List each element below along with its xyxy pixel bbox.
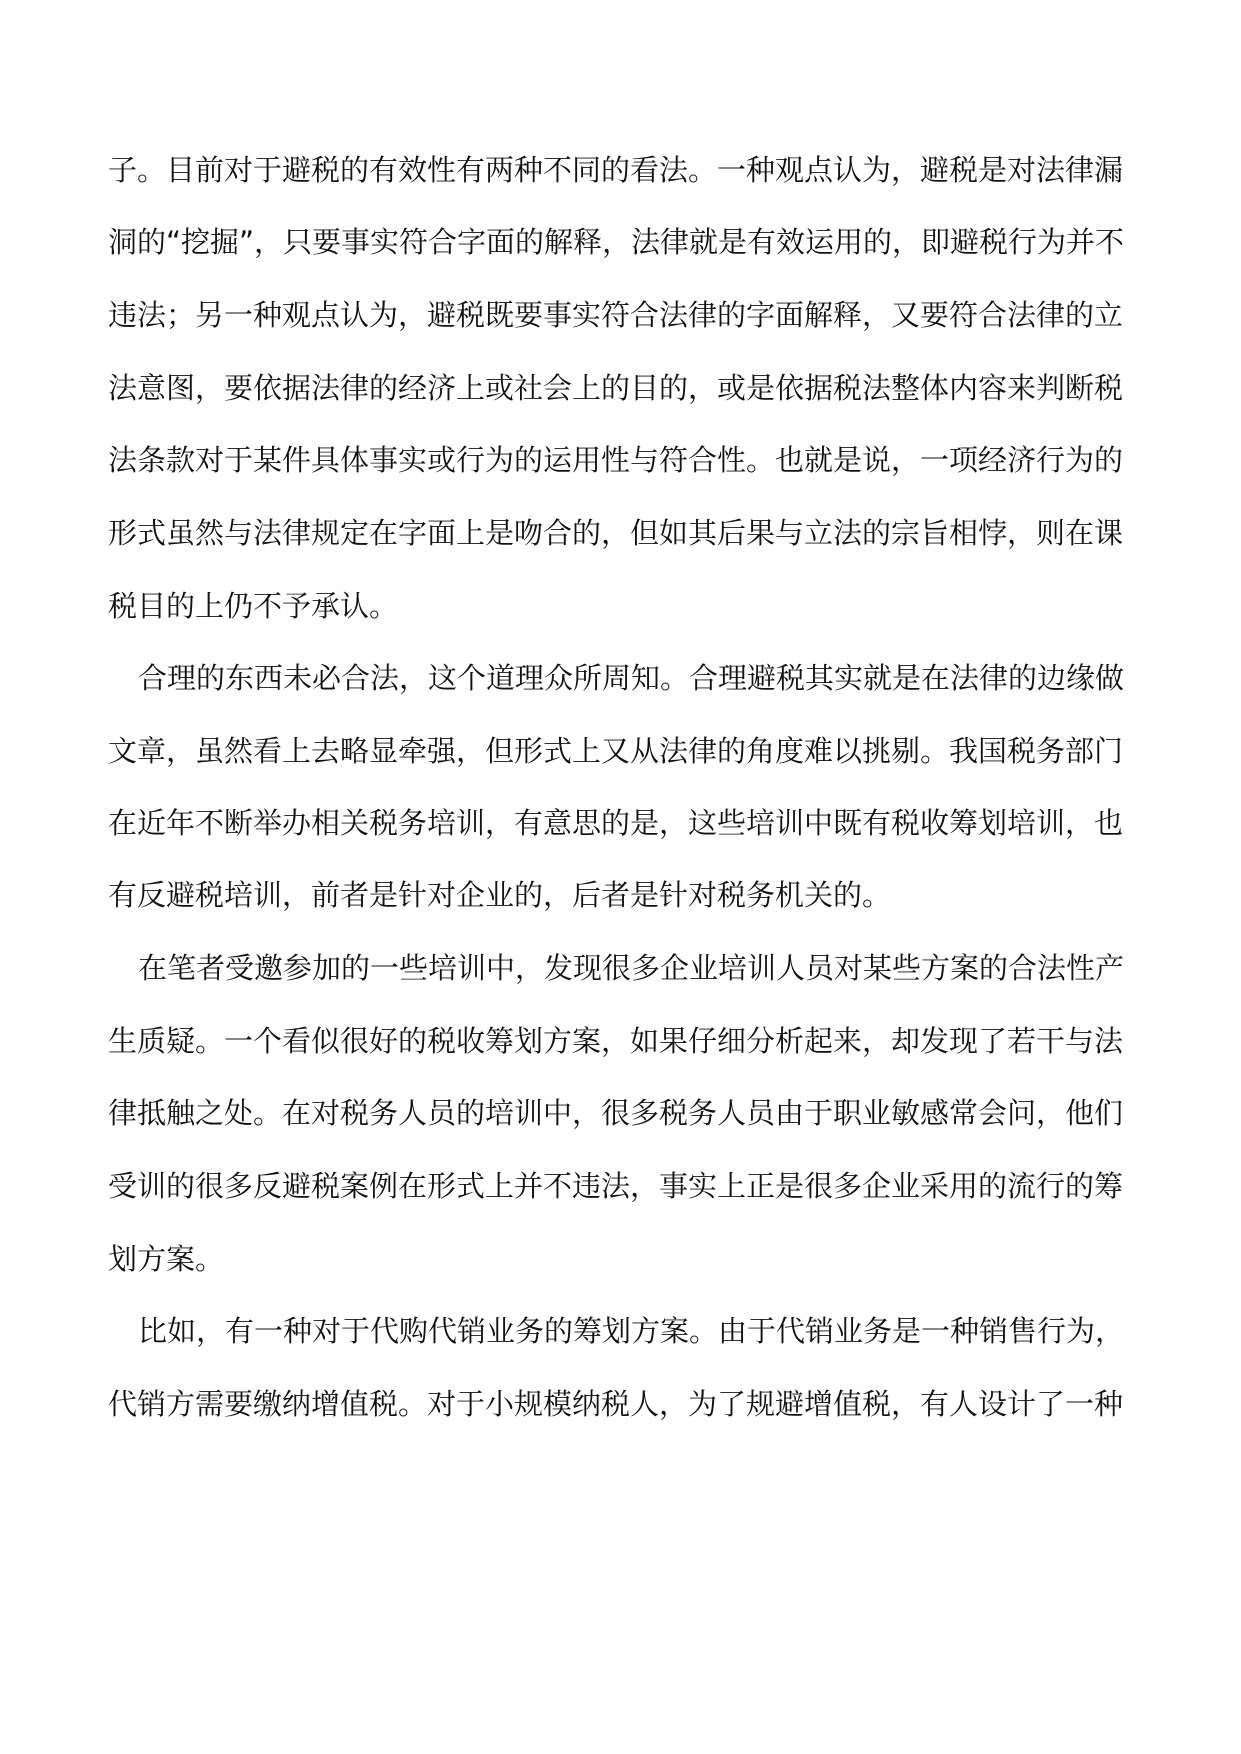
text-line: 比如，有一种对于代购代销业务的筹划方案。由于代销业务是一种销售行为， <box>138 1314 1125 1348</box>
text-line: 划方案。 <box>108 1242 225 1276</box>
text-line: 法条款对于某件具体事实或行为的运用性与符合性。也就是说，一项经济行为的 <box>108 443 1124 477</box>
text-line: 法意图，要依据法律的经济上或社会上的目的，或是依据税法整体内容来判断税 <box>108 371 1124 405</box>
text-line: 违法；另一种观点认为，避税既要事实符合法律的字面解释，又要符合法律的立 <box>108 298 1124 332</box>
text-line: 在近年不断举办相关税务培训，有意思的是，这些培训中既有税收筹划培训，也 <box>108 806 1124 840</box>
text-line: 有反避税培训，前者是针对企业的，后者是针对税务机关的。 <box>108 878 892 912</box>
text-line: 文章，虽然看上去略显牵强，但形式上又从法律的角度难以挑剔。我国税务部门 <box>108 734 1124 768</box>
text-line: 代销方需要缴纳增值税。对于小规模纳税人，为了规避增值税，有人设计了一种 <box>108 1387 1124 1421</box>
text-line: 合理的东西未必合法，这个道理众所周知。合理避税其实就是在法律的边缘做 <box>138 661 1125 695</box>
text-line: 形式虽然与法律规定在字面上是吻合的，但如其后果与立法的宗旨相悖，则在课 <box>108 516 1124 550</box>
document-page <box>108 0 1138 1754</box>
text-line: 受训的很多反避税案例在形式上并不违法，事实上正是很多企业采用的流行的筹 <box>108 1169 1124 1203</box>
text-line: 律抵触之处。在对税务人员的培训中，很多税务人员由于职业敏感常会问，他们 <box>108 1096 1124 1130</box>
text-line: 在笔者受邀参加的一些培训中，发现很多企业培训人员对某些方案的合法性产 <box>138 951 1125 985</box>
text-line: 子。目前对于避税的有效性有两种不同的看法。一种观点认为，避税是对法律漏 <box>108 153 1124 187</box>
text-line: 税目的上仍不予承认。 <box>108 589 399 623</box>
text-line: 洞的“挖掘”，只要事实符合字面的解释，法律就是有效运用的，即避税行为并不 <box>108 225 1125 259</box>
text-line: 生质疑。一个看似很好的税收筹划方案，如果仔细分析起来，却发现了若干与法 <box>108 1024 1124 1058</box>
